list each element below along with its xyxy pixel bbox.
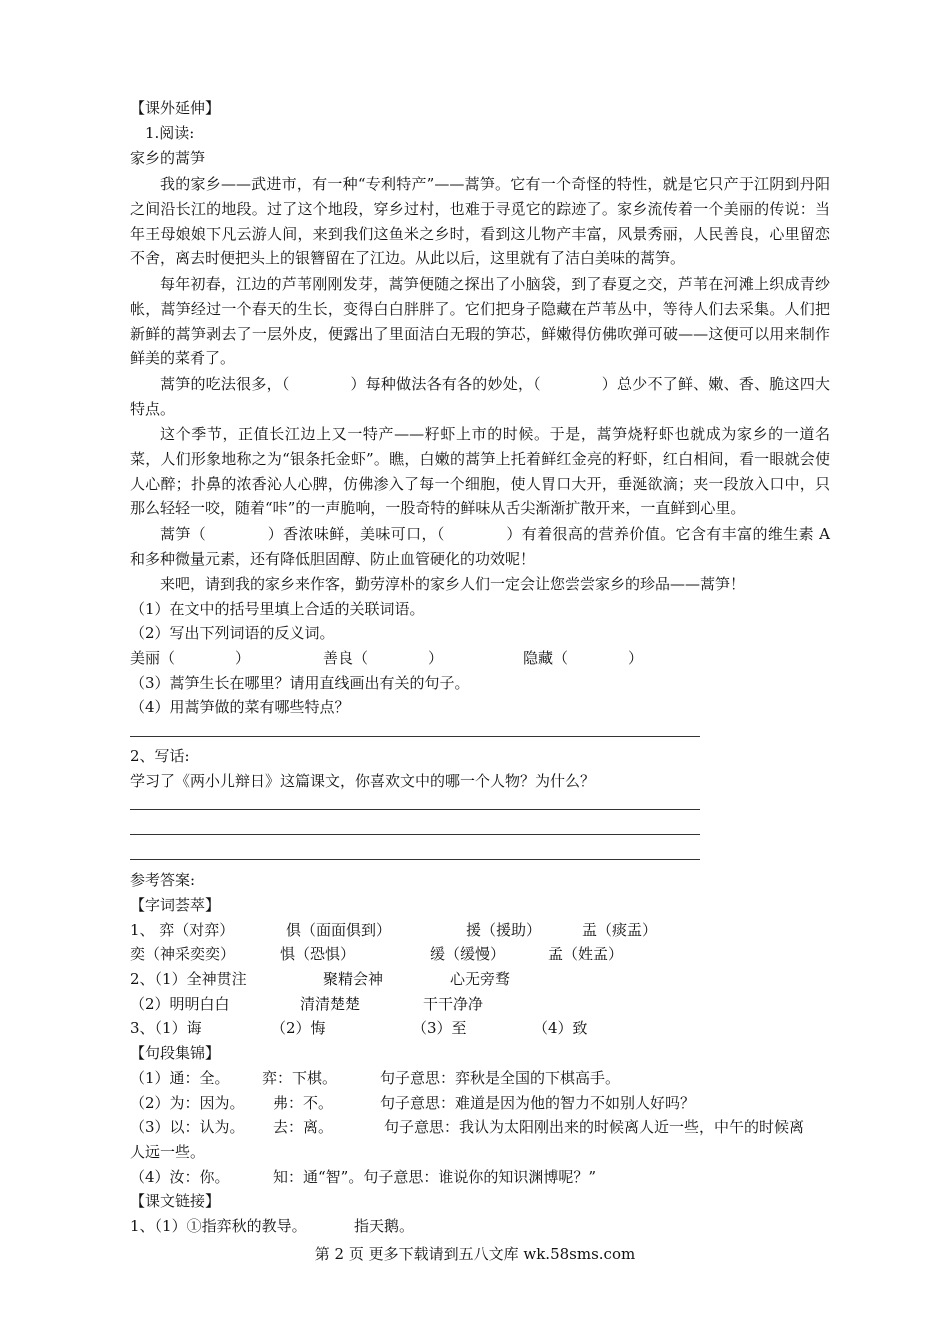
answer-item: 心无旁骛	[450, 970, 511, 988]
sentence-answer-row	[130, 1091, 830, 1115]
answer-item: 弗：不。	[273, 1094, 334, 1112]
words-row	[130, 967, 830, 991]
question-2: （2）写出下列词语的反义词。	[130, 624, 335, 642]
section-heading-extension: 【课外延伸】	[130, 99, 221, 117]
section-heading-words: 【字词荟萃】	[130, 896, 221, 914]
section-heading-link: 【课文链接】	[130, 1192, 221, 1210]
article-paragraph-2: 每年初春，江边的芦苇刚刚发芽，蒿笋便随之探出了小脑袋，到了春夏之交，芦苇在河滩上织成青纱帐，蒿笋经过一个春天的生长，变得白白胖胖了。它们把身子隐藏在芦苇丛中，等待人们去采集。人们把新鲜的蒿笋剥去了一层外皮，便露出了里面洁白无瑕的笋芯，鲜嫩得仿佛吹弹可破——这便可以用来制作鲜美的菜肴了。	[130, 275, 830, 368]
words-row	[130, 1016, 830, 1040]
article-paragraph-1: 我的家乡——武进市，有一种“专利特产”——蒿笋。它有一个奇怪的特性，就是它只产于江阴到丹阳之间沿长江的地段。过了这个地段，穿乡过村，也难于寻觅它的踪迹了。家乡流传着一个美丽的传说：当年王母娘娘下凡云游人间，来到我们这鱼米之乡时，看到这儿物产丰富，风景秀丽，人民善良，心里留恋不舍，离去时便把头上的银簪留在了江边。从此以后，这里就有了洁白美味的蒿笋。	[130, 175, 830, 268]
answers-label: 参考答案:	[130, 871, 196, 889]
reading-label: 1.阅读:	[145, 124, 195, 142]
answer-item: 指天鹅。	[354, 1217, 415, 1235]
answer-item: （2）为：因为。	[130, 1094, 245, 1112]
answer-item: 惧（恐惧）	[280, 945, 356, 963]
answer-item: 缓（缓慢）	[430, 945, 506, 963]
article-paragraph-3: 蒿笋的吃法很多，（ ）每种做法各有各的妙处，（ ）总少不了鲜、嫩、香、脆这四大特点。	[130, 375, 830, 418]
answer-item: 1、 弈（对弈）	[130, 921, 235, 939]
words-row	[130, 942, 830, 966]
answer-line	[130, 859, 700, 860]
answer-item: （2）明明白白	[130, 995, 230, 1013]
antonym-item: 美丽（ ）	[130, 649, 251, 667]
answer-item: 弈：下棋。	[262, 1069, 338, 1087]
answer-item: （1）通：全。	[130, 1069, 230, 1087]
writing-label: 2、写话:	[130, 747, 190, 765]
answer-item: 去：离。	[273, 1118, 334, 1136]
sentence-answer-continuation: 人远一些。	[130, 1143, 206, 1161]
answer-item: 孟（姓孟）	[548, 945, 624, 963]
article-title: 家乡的蒿笋	[130, 149, 206, 167]
answer-item: 清清楚楚	[300, 995, 361, 1013]
answer-line	[130, 736, 700, 737]
answer-item: （2）悔	[271, 1019, 326, 1037]
answer-line	[130, 809, 700, 810]
article-paragraph-5: 蒿笋（ ）香浓味鲜，美味可口，（ ）有着很高的营养价值。它含有丰富的维生素 A 和多种微量元素，还有降低胆固醇、防止血管硬化的功效呢！	[130, 525, 830, 568]
writing-prompt: 学习了《两小儿辩日》这篇课文，你喜欢文中的哪一个人物？为什么？	[130, 772, 596, 790]
answer-item: 盂（痰盂）	[582, 921, 658, 939]
answer-item: （3）以：认为。	[130, 1118, 245, 1136]
answer-item: 知：通“智”。句子意思：谁说你的知识渊博呢？”	[273, 1168, 597, 1186]
words-row	[130, 992, 830, 1016]
question-4: （4）用蒿笋做的菜有哪些特点？	[130, 698, 350, 716]
answer-item: （3）至	[412, 1019, 467, 1037]
article-paragraph-6: 来吧，请到我的家乡来作客，勤劳淳朴的家乡人们一定会让您尝尝家乡的珍品——蒿笋！	[160, 575, 746, 593]
words-row	[130, 918, 830, 942]
page-footer: 第 2 页 更多下载请到五八文库 wk.58sms.com	[314, 1245, 636, 1263]
answer-item: 2、（1）全神贯注	[130, 970, 247, 988]
answer-item: 句子意思：弈秋是全国的下棋高手。	[380, 1069, 621, 1087]
answer-item: 句子意思：难道是因为他的智力不如别人好吗？	[380, 1094, 696, 1112]
answer-item: 干干净净	[423, 995, 484, 1013]
sentence-answer-row	[130, 1115, 830, 1139]
section-heading-sentences: 【句段集锦】	[130, 1044, 221, 1062]
answer-item: 1、（1）①指弈秋的教导。	[130, 1217, 307, 1235]
answer-item: 3、（1）诲	[130, 1019, 202, 1037]
link-answer-row	[130, 1214, 830, 1238]
antonym-item: 善良（ ）	[323, 649, 444, 667]
question-3: （3）蒿笋生长在哪里？请用直线画出有关的句子。	[130, 674, 470, 692]
question-1: （1）在文中的括号里填上合适的关联词语。	[130, 600, 425, 618]
answer-item: 奕（神采奕奕）	[130, 945, 236, 963]
antonym-row	[130, 646, 830, 670]
answer-item: （4）致	[533, 1019, 588, 1037]
sentence-answer-row	[130, 1165, 830, 1189]
article-paragraph-4: 这个季节，正值长江边上又一特产——籽虾上市的时候。于是，蒿笋烧籽虾也就成为家乡的一道名菜，人们形象地称之为“银条托金虾”。瞧，白嫩的蒿笋上托着鲜红金亮的籽虾，红白相间，看一眼就会使人心醉；扑鼻的浓香沁人心脾，仿佛渗入了每一个细胞，使人胃口大开，垂涎欲滴；夹一段放入口中，只那么轻轻一咬，随着“咔”的一声脆响，一股奇特的鲜味从舌尖渐渐扩散开来，一直鲜到心里。	[130, 425, 830, 518]
answer-line	[130, 834, 700, 835]
answer-item: 援（援助）	[466, 921, 542, 939]
answer-item: 句子意思：我认为太阳刚出来的时候离人近一些，中午的时候离	[384, 1118, 805, 1136]
answer-item: （4）汝：你。	[130, 1168, 230, 1186]
answer-item: 聚精会神	[323, 970, 384, 988]
answer-item: 俱（面面俱到）	[286, 921, 392, 939]
sentence-answer-row	[130, 1066, 830, 1090]
antonym-item: 隐藏（ ）	[523, 649, 644, 667]
